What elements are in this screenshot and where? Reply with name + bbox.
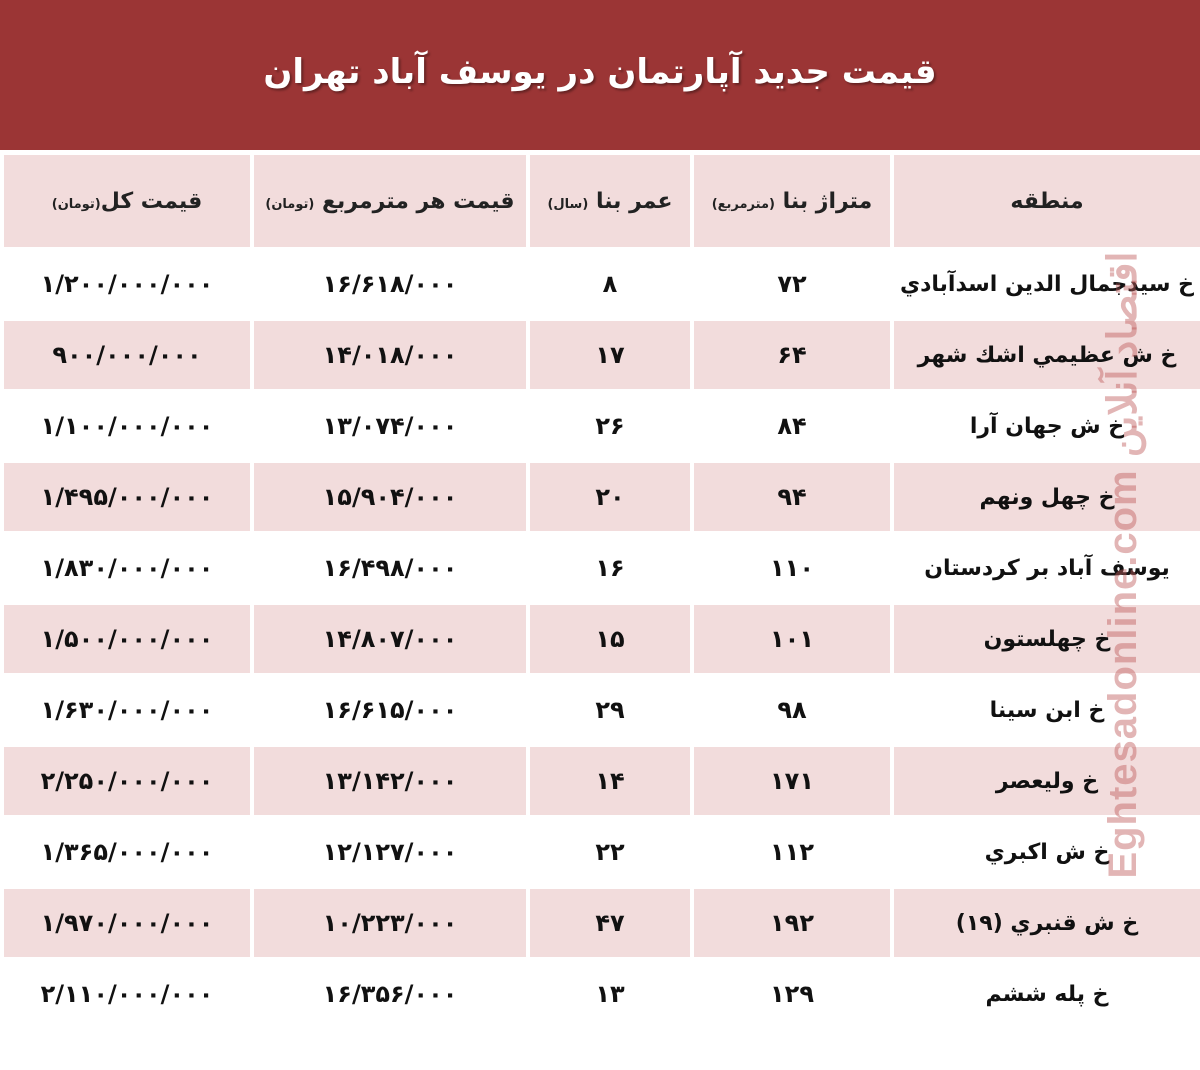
cell-area: ۱۱۰ (694, 534, 890, 602)
cell-age: ۲۶ (530, 392, 690, 460)
cell-age: ۱۵ (530, 605, 690, 673)
table-body (4, 250, 1200, 1028)
cell-area: ۱۰۱ (694, 605, 890, 673)
cell-region: خ چهل ونهم (894, 463, 1200, 531)
cell-region: خ ش اکبري (894, 818, 1200, 886)
header-row (4, 155, 1200, 247)
cell-area: ۹۴ (694, 463, 890, 531)
cell-region: یوسف آباد بر کردستان (894, 534, 1200, 602)
price-table (0, 152, 1200, 1031)
cell-area: ۸۴ (694, 392, 890, 460)
table-row (4, 747, 1200, 815)
table-row (4, 321, 1200, 389)
cell-total-price: ۱/۶۳۰/۰۰۰/۰۰۰ (4, 676, 250, 744)
cell-region: خ چهلستون (894, 605, 1200, 673)
cell-region: خ ش عظیمي اشك شهر (894, 321, 1200, 389)
cell-region: خ ولیعصر (894, 747, 1200, 815)
cell-total-price: ۲/۲۵۰/۰۰۰/۰۰۰ (4, 747, 250, 815)
cell-area: ۷۲ (694, 250, 890, 318)
cell-area: ۶۴ (694, 321, 890, 389)
header-age (530, 155, 690, 247)
header-price-per-meter (254, 155, 526, 247)
cell-total-price: ۱/۱۰۰/۰۰۰/۰۰۰ (4, 392, 250, 460)
header-area-unit: (مترمربع) (711, 196, 775, 212)
cell-price-per-meter: ۱۰/۲۲۳/۰۰۰ (254, 889, 526, 957)
page-title: قیمت جدید آپارتمان در یوسف آباد تهران (263, 52, 937, 92)
cell-area: ۱۷۱ (694, 747, 890, 815)
cell-age: ۱۷ (530, 321, 690, 389)
header-area (694, 155, 890, 247)
table-row (4, 534, 1200, 602)
table-row (4, 463, 1200, 531)
cell-area: ۹۸ (694, 676, 890, 744)
cell-age: ۱۶ (530, 534, 690, 602)
cell-region: خ سیدجمال الدین اسدآبادي (894, 250, 1200, 318)
table-row (4, 605, 1200, 673)
cell-region: خ ش قنبري (۱۹) (894, 889, 1200, 957)
cell-age: ۱۳ (530, 960, 690, 1028)
cell-age: ۲۰ (530, 463, 690, 531)
cell-age: ۲۲ (530, 818, 690, 886)
cell-price-per-meter: ۱۶/۳۵۶/۰۰۰ (254, 960, 526, 1028)
cell-price-per-meter: ۱۳/۱۴۲/۰۰۰ (254, 747, 526, 815)
title-banner (0, 0, 1200, 150)
cell-price-per-meter: ۱۶/۴۹۸/۰۰۰ (254, 534, 526, 602)
cell-total-price: ۱/۸۳۰/۰۰۰/۰۰۰ (4, 534, 250, 602)
table-row (4, 889, 1200, 957)
header-region (894, 155, 1200, 247)
cell-total-price: ۱/۵۰۰/۰۰۰/۰۰۰ (4, 605, 250, 673)
header-ppm-label: قیمت هر مترمربع (322, 188, 515, 214)
cell-total-price: ۱/۴۹۵/۰۰۰/۰۰۰ (4, 463, 250, 531)
header-total-unit: (تومان) (51, 196, 101, 212)
cell-total-price: ۹۰۰/۰۰۰/۰۰۰ (4, 321, 250, 389)
table-row (4, 818, 1200, 886)
cell-price-per-meter: ۱۵/۹۰۴/۰۰۰ (254, 463, 526, 531)
watermark-text: Eghtesadonline.com اقتصاد آنلاین (1101, 251, 1145, 879)
cell-area: ۱۱۲ (694, 818, 890, 886)
cell-total-price: ۱/۹۷۰/۰۰۰/۰۰۰ (4, 889, 250, 957)
cell-region: خ پله ششم (894, 960, 1200, 1028)
cell-total-price: ۲/۱۱۰/۰۰۰/۰۰۰ (4, 960, 250, 1028)
cell-region: خ ش جهان آرا (894, 392, 1200, 460)
cell-total-price: ۱/۳۶۵/۰۰۰/۰۰۰ (4, 818, 250, 886)
header-region-label: منطقه (1010, 188, 1084, 214)
table-row (4, 392, 1200, 460)
cell-age: ۲۹ (530, 676, 690, 744)
cell-region: خ ابن سینا (894, 676, 1200, 744)
header-total-price (4, 155, 250, 247)
table-row (4, 960, 1200, 1028)
cell-age: ۸ (530, 250, 690, 318)
cell-age: ۴۷ (530, 889, 690, 957)
header-age-unit: (سال) (547, 196, 589, 212)
cell-area: ۱۹۲ (694, 889, 890, 957)
cell-price-per-meter: ۱۶/۶۱۵/۰۰۰ (254, 676, 526, 744)
cell-price-per-meter: ۱۲/۱۲۷/۰۰۰ (254, 818, 526, 886)
cell-total-price: ۱/۲۰۰/۰۰۰/۰۰۰ (4, 250, 250, 318)
header-ppm-unit: (تومان) (265, 196, 315, 212)
cell-price-per-meter: ۱۶/۶۱۸/۰۰۰ (254, 250, 526, 318)
header-area-label: متراژ بنا (782, 188, 873, 214)
cell-price-per-meter: ۱۴/۸۰۷/۰۰۰ (254, 605, 526, 673)
header-age-label: عمر بنا (595, 188, 673, 214)
header-total-label: قیمت کل (100, 188, 203, 214)
table-row (4, 676, 1200, 744)
cell-age: ۱۴ (530, 747, 690, 815)
cell-price-per-meter: ۱۳/۰۷۴/۰۰۰ (254, 392, 526, 460)
cell-area: ۱۲۹ (694, 960, 890, 1028)
cell-price-per-meter: ۱۴/۰۱۸/۰۰۰ (254, 321, 526, 389)
table-header (4, 155, 1200, 247)
table-row (4, 250, 1200, 318)
